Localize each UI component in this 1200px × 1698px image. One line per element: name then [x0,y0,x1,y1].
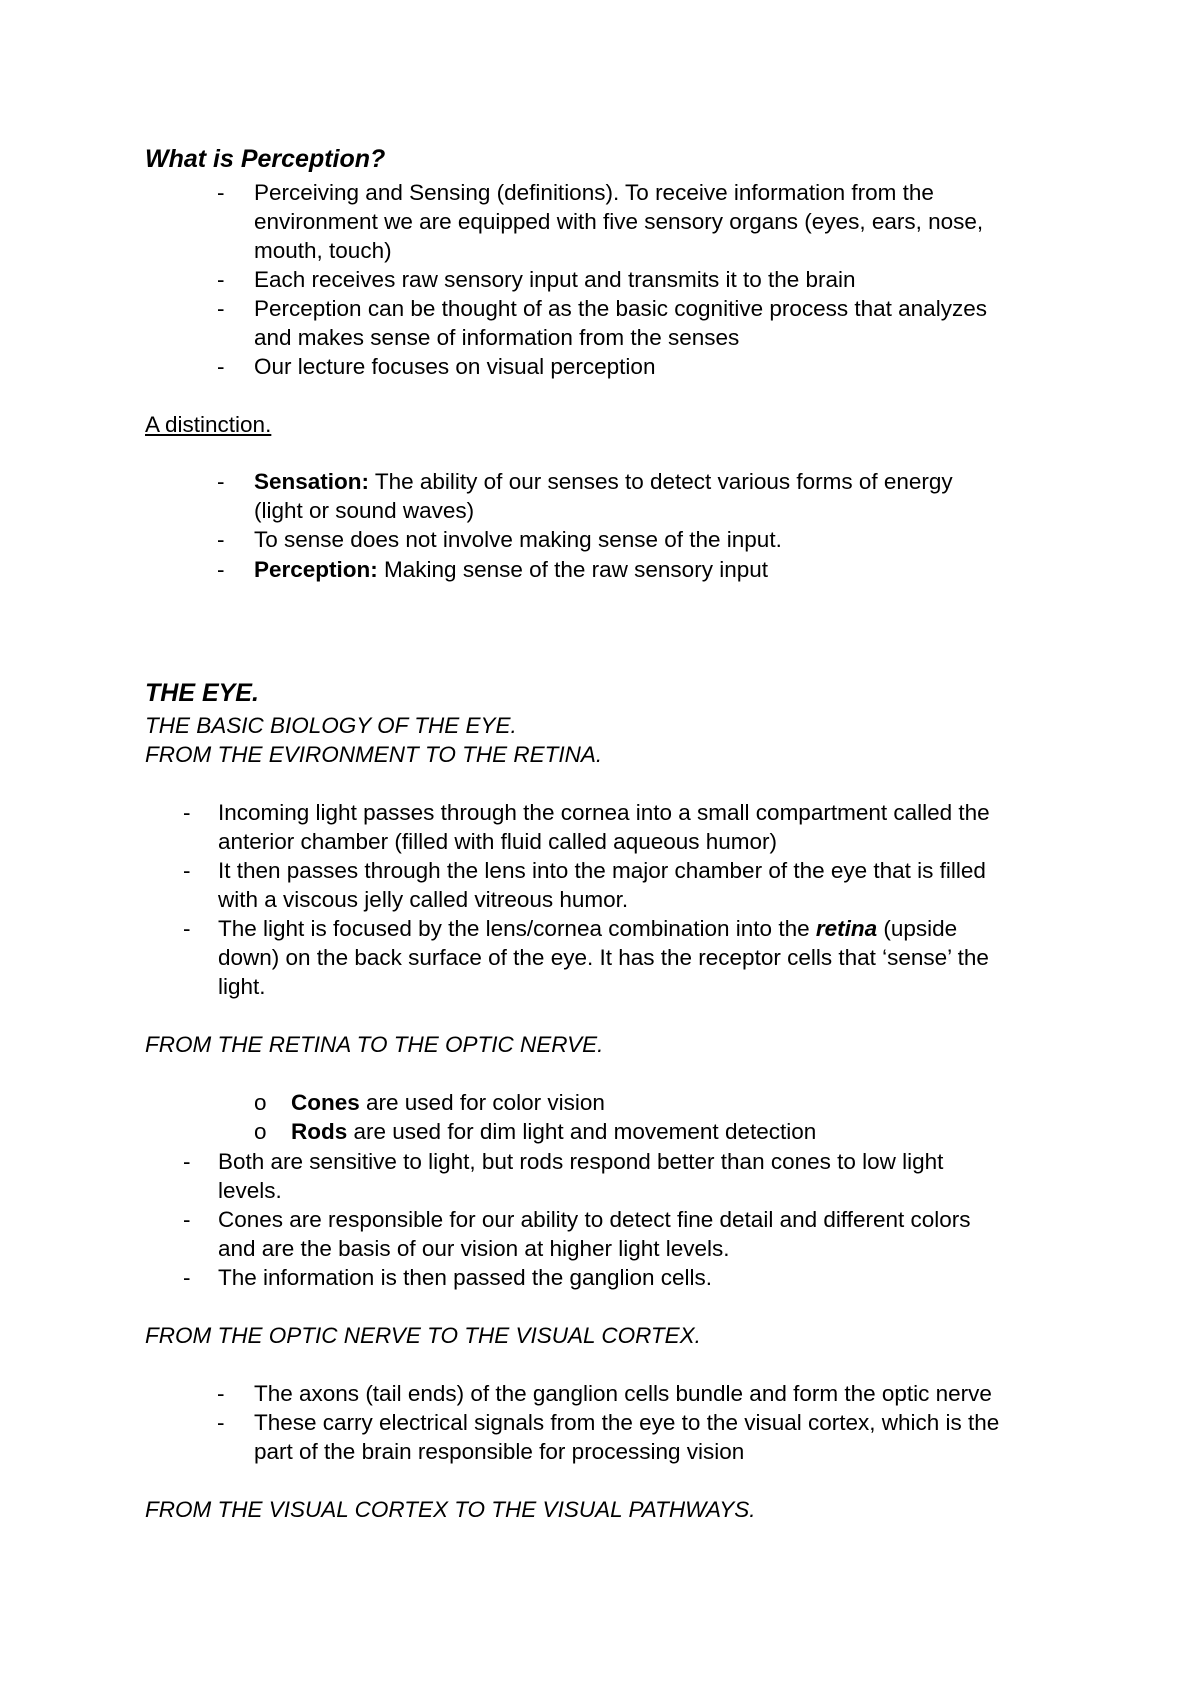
definition-text: Making sense of the raw sensory input [377,557,768,582]
line-text: are used for dim light and movement detection [347,1119,817,1144]
line-text: are used for color vision [359,1090,605,1115]
bullet-line: light. [218,974,266,999]
bullet-line: part of the brain responsible for processing vision [254,1439,745,1464]
bullet-line: and are the basis of our vision at higher light levels. [218,1236,730,1261]
bullet-line: mouth, touch) [254,238,392,263]
bullet-dash: - [183,858,191,883]
bullet-line: Incoming light passes through the cornea into a small compartment called the [218,800,990,825]
bullet-dash: - [183,800,191,825]
bullet-dash: - [217,296,225,321]
bullet-dash: - [217,557,225,582]
line-text: (upside [877,916,958,941]
bullet-line-cones [291,1088,605,1117]
subheading: FROM THE VISUAL CORTEX TO THE VISUAL PATHWAYS. [145,1497,756,1522]
subheading: FROM THE OPTIC NERVE TO THE VISUAL CORTEX. [145,1323,701,1348]
term-retina: retina [815,916,878,941]
bullet-line: The information is then passed the ganglion cells. [218,1265,713,1290]
bullet-line: It then passes through the lens into the major chamber of the eye that is filled [218,858,986,883]
bullet-line: Perception can be thought of as the basic cognitive process that analyzes [254,296,987,321]
heading-what-is-perception: What is Perception? [145,145,386,173]
bullet-circle: o [254,1090,267,1115]
term-sensation: Sensation: [254,469,370,494]
heading-the-eye: THE EYE. [145,679,259,707]
bullet-line: and makes sense of information from the senses [254,325,740,350]
term-perception: Perception: [254,557,378,582]
bullet-dash: - [217,527,225,552]
bullet-line: Each receives raw sensory input and transmits it to the brain [254,267,856,292]
bullet-line: environment we are equipped with five sensory organs (eyes, ears, nose, [254,209,984,234]
bullet-dash: - [217,469,225,494]
bullet-line-perception [254,555,768,584]
heading-a-distinction: A distinction. [145,412,272,437]
bullet-dash: - [183,916,191,941]
bullet-dash: - [217,1381,225,1406]
bullet-dash: - [183,1265,191,1290]
bullet-line: Our lecture focuses on visual perception [254,354,656,379]
bullet-line-rods [291,1117,816,1146]
bullet-line-sensation [254,467,953,496]
subheading: FROM THE RETINA TO THE OPTIC NERVE. [145,1032,604,1057]
line-text: The light is focused by the lens/cornea combination into the [218,916,816,941]
bullet-line: (light or sound waves) [254,498,475,523]
bullet-line: These carry electrical signals from the eye to the visual cortex, which is the [254,1410,1000,1435]
bullet-dash: - [217,180,225,205]
subheading: THE BASIC BIOLOGY OF THE EYE. [145,713,517,738]
bullet-line: Both are sensitive to light, but rods respond better than cones to low light [218,1149,944,1174]
bullet-line: Cones are responsible for our ability to detect fine detail and different colors [218,1207,971,1232]
bullet-line: with a viscous jelly called vitreous humor. [218,887,629,912]
bullet-dash: - [183,1149,191,1174]
bullet-line: levels. [218,1178,282,1203]
bullet-line: anterior chamber (filled with fluid called aqueous humor) [218,829,778,854]
bullet-dash: - [217,354,225,379]
term-cones: Cones [291,1090,360,1115]
bullet-line: The axons (tail ends) of the ganglion cells bundle and form the optic nerve [254,1381,992,1406]
bullet-dash: - [183,1207,191,1232]
bullet-dash: - [217,1410,225,1435]
bullet-line: To sense does not involve making sense of the input. [254,527,782,552]
bullet-line: Perceiving and Sensing (definitions). To receive information from the [254,180,934,205]
definition-text: The ability of our senses to detect various forms of energy [369,469,953,494]
bullet-dash: - [217,267,225,292]
bullet-line: down) on the back surface of the eye. It has the receptor cells that ‘sense’ the [218,945,989,970]
subheading: FROM THE EVIRONMENT TO THE RETINA. [145,742,603,767]
bullet-line-retina [218,914,957,943]
term-rods: Rods [291,1119,348,1144]
bullet-circle: o [254,1119,267,1144]
